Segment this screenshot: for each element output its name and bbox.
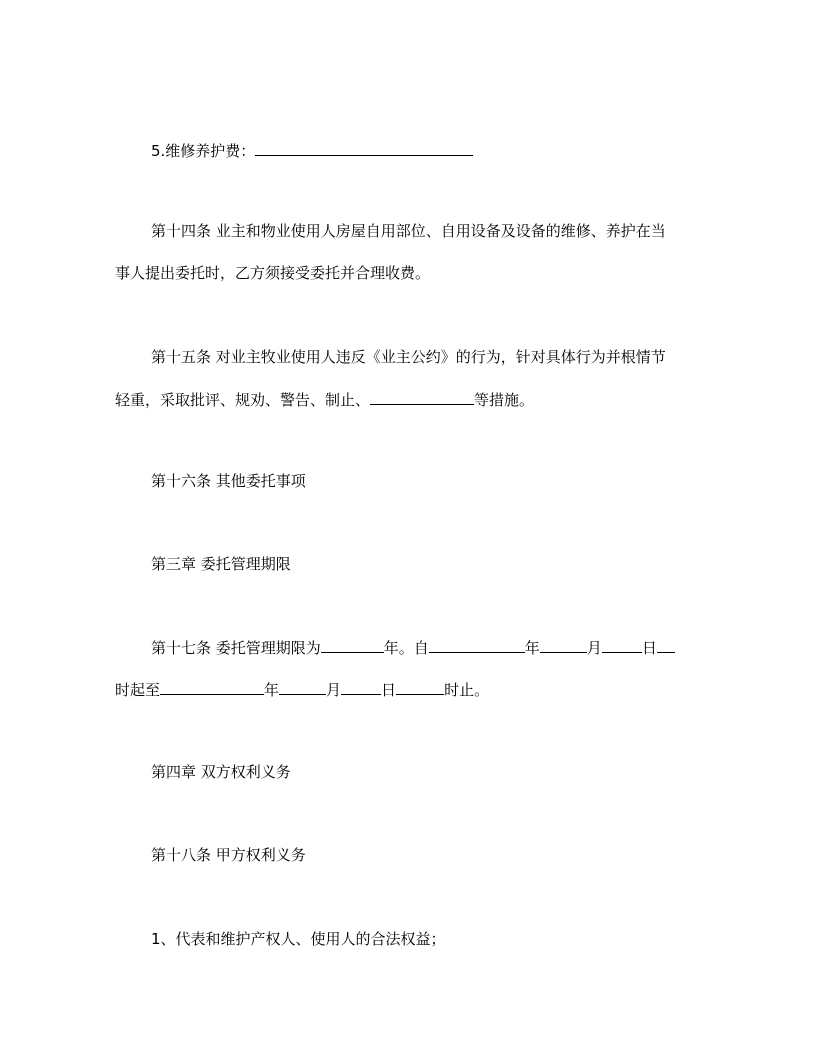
item-5-maintenance-fee [151,140,473,161]
start-month-blank [540,637,587,653]
article-14-line-2: 事人提出委托时，乙方须接受委托并合理收费。 [115,264,431,282]
start-year-label: 年 [524,639,540,657]
article-17-prefix: 第十七条 委托管理期限为 [151,639,321,657]
start-hour-blank [657,637,675,653]
end-day-label: 日 [381,681,397,699]
article-17-year-unit: 年。自 [383,639,429,657]
end-year-label: 年 [264,681,280,699]
article-17-line-1 [151,637,675,658]
maintenance-fee-blank [255,140,473,156]
article-16: 第十六条 其他委托事项 [151,472,306,490]
chapter-4-heading: 第四章 双方权利义务 [151,763,291,781]
measures-blank [370,389,474,405]
item-5-label: 5.维修养护费： [151,142,256,160]
term-years-blank [321,637,384,653]
end-day-blank [341,679,381,695]
end-hour-blank [396,679,444,695]
start-day-blank [602,637,642,653]
article-14-line-1: 第十四条 业主和物业使用人房屋自用部位、自用设备及设备的维修、养护在当 [151,222,666,240]
article-18-item-1: 1、代表和维护产权人、使用人的合法权益； [151,930,446,948]
end-month-label: 月 [326,681,342,699]
article-17-line-2 [115,679,489,700]
start-day-label: 日 [641,639,657,657]
chapter-3-heading: 第三章 委托管理期限 [151,555,291,573]
article-17-line2-start: 时起至 [115,681,161,699]
article-15-measures-text: 轻重，采取批评、规劝、警告、制止、 [115,391,371,409]
article-15-end-text: 等措施。 [474,391,535,409]
article-18: 第十八条 甲方权利义务 [151,846,306,864]
article-17-end: 时止。 [444,681,490,699]
end-year-blank [160,679,264,695]
article-15-line-2 [115,389,534,410]
start-year-blank [429,637,525,653]
start-month-label: 月 [586,639,602,657]
end-month-blank [279,679,326,695]
article-15-line-1: 第十五条 对业主牧业使用人违反《业主公约》的行为，针对具体行为并根情节 [151,348,666,366]
